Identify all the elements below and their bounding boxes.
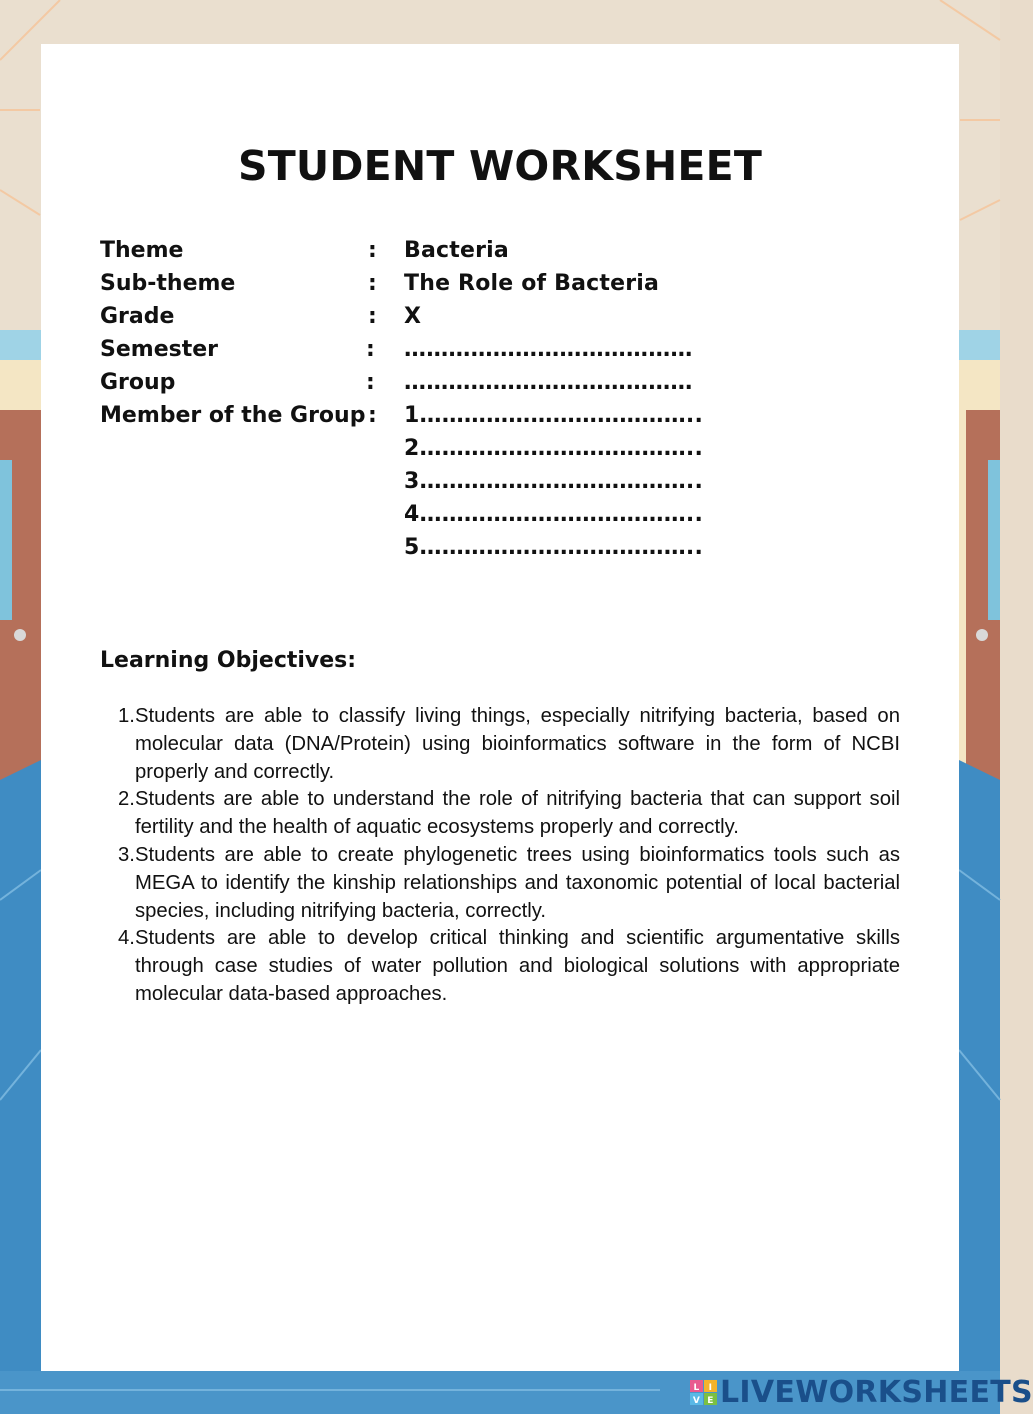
list-item xyxy=(100,925,900,1008)
list-number: 2. xyxy=(118,788,135,811)
list-number: 3. xyxy=(118,843,135,866)
member-blank-1[interactable]: 1……………………………….. xyxy=(404,403,704,428)
logo-letter: L xyxy=(693,1382,700,1393)
info-label: Theme xyxy=(100,238,184,263)
member-blank-5[interactable]: 5……………………………….. xyxy=(404,535,704,560)
objectives-list xyxy=(100,703,900,1009)
info-colon: : xyxy=(368,271,377,296)
info-colon: : xyxy=(368,238,377,263)
semester-blank[interactable]: ………………………………… xyxy=(404,337,693,362)
info-label: Grade xyxy=(100,304,175,329)
info-value: X xyxy=(404,304,422,329)
objective-text: Students are able to create phylogenetic trees using bioinformatics tools such as MEGA to identify the kinship relationships and taxonomic potential of local bacterial species, including nitrifying bacteria, correctly. xyxy=(135,843,900,922)
info-colon: : xyxy=(368,304,377,329)
logo-letter: I xyxy=(708,1382,713,1393)
info-label: Group xyxy=(100,370,176,395)
logo-letter: V xyxy=(692,1395,701,1406)
info-colon: : xyxy=(366,370,375,395)
list-number: 1. xyxy=(118,705,135,727)
info-colon: : xyxy=(368,403,377,428)
objective-text: Students are able to understand the role of nitrifying bacteria that can support soil fertility and the health of aquatic ecosystems properly and correctly. xyxy=(135,788,900,839)
info-label: Sub-theme xyxy=(100,271,236,296)
group-blank[interactable]: ………………………………… xyxy=(404,370,693,395)
info-colon: : xyxy=(366,337,375,362)
logo-letter: E xyxy=(707,1395,714,1406)
list-item xyxy=(100,786,900,842)
learning-objectives-heading: Learning Objectives: xyxy=(100,648,357,673)
brand-name: LIVEWORKSHEETS xyxy=(720,1375,1033,1410)
list-item xyxy=(100,703,900,786)
member-blank-4[interactable]: 4……………………………….. xyxy=(404,502,704,527)
list-item xyxy=(100,842,900,925)
page-title: STUDENT WORKSHEET xyxy=(237,142,763,190)
info-value: Bacteria xyxy=(404,238,509,263)
info-label: Member of the Group xyxy=(100,403,366,428)
member-blank-3[interactable]: 3……………………………….. xyxy=(404,469,704,494)
list-number: 4. xyxy=(118,927,135,950)
liveworksheets-brand[interactable] xyxy=(690,1374,1033,1408)
member-blank-2[interactable]: 2……………………………….. xyxy=(404,436,704,461)
objective-text: Students are able to develop critical thinking and scientific argumentative skills through case studies of water pollution and biological solutions with appropriate molecular data-based approaches. xyxy=(135,927,900,1005)
info-value: The Role of Bacteria xyxy=(404,271,660,296)
objective-text: Students are able to classify living things, especially nitrifying bacteria, based on molecular data (DNA/Protein) using bioinformatics software in the form of NCBI properly and correctly. xyxy=(135,705,900,783)
info-label: Semester xyxy=(100,337,218,362)
liveworksheets-logo-icon xyxy=(690,1380,718,1406)
